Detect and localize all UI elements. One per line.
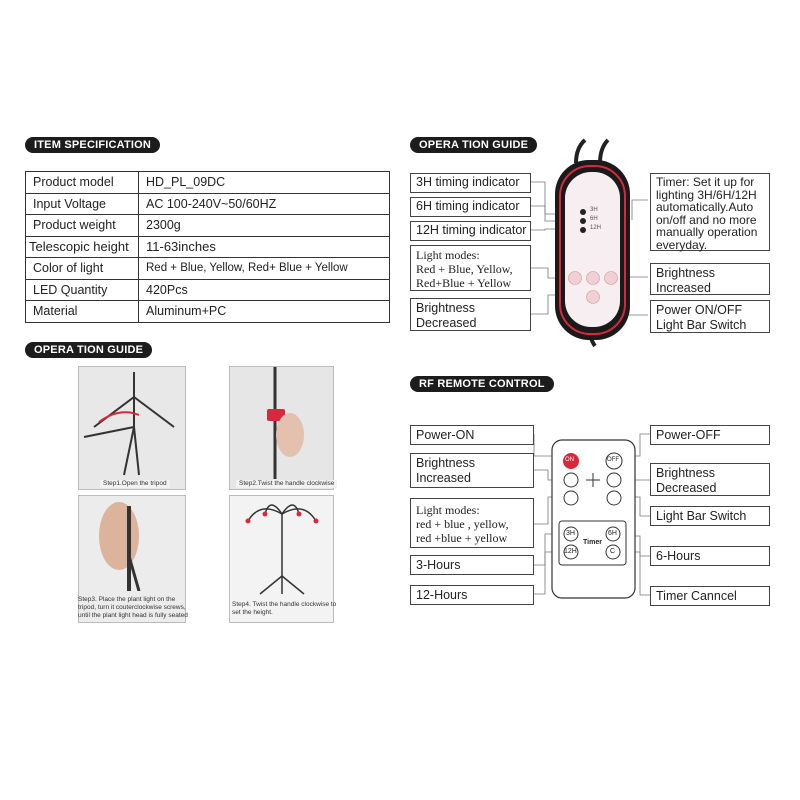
callout-text: lighting 3H/6H/12H: [656, 187, 757, 202]
callout-remote-brightness-increased: [410, 453, 534, 488]
callout-text: Light Bar Switch: [656, 509, 747, 523]
spec-key: Color of light: [26, 258, 139, 280]
grow-light-stand-illustration: [230, 496, 333, 596]
caption-line: until the plant light head is fully seated: [78, 612, 188, 619]
rf-remote-header: RF REMOTE CONTROL: [410, 376, 554, 392]
callout-text: 3-Hours: [416, 558, 461, 572]
callout-text: 12H timing indicator: [416, 223, 527, 237]
callout-light-bar-switch: [650, 506, 770, 526]
operation-guide-header-left: OPERA TION GUIDE: [25, 342, 152, 358]
callout-text: Power-ON: [416, 428, 475, 442]
callout-text: Brightness: [416, 456, 476, 470]
caption-line: Step3. Place the plant light on the: [78, 596, 176, 603]
item-spec-header: ITEM SPECIFICATION: [25, 137, 160, 153]
callout-text: Light modes:: [416, 503, 480, 517]
step2-photo: [229, 366, 334, 490]
indicator-3h-label: 3H: [590, 207, 598, 213]
callout-text: Decreased: [416, 316, 477, 330]
remote-3h-button: 3H: [566, 530, 575, 537]
spec-value: AC 100-240V~50/60HZ: [139, 193, 390, 215]
callout-text: manually operation: [656, 225, 758, 239]
indicator-6h-label: 6H: [590, 216, 598, 222]
spec-key: Telescopic height: [26, 236, 139, 258]
step2-caption: Step2.Twist the handle clockwise: [236, 480, 337, 488]
callout-text: red +blue + yellow: [416, 531, 508, 545]
callout-text: Timer: Set it up for: [656, 175, 755, 189]
spec-value: Aluminum+PC: [139, 301, 390, 323]
callout-text: Brightness: [416, 301, 476, 315]
spec-value: 11-63inches: [139, 236, 390, 258]
spec-key: Product weight: [26, 215, 139, 237]
caption-line: tripod, turn it couterclockwise screws,: [78, 604, 186, 611]
callout-text: 6H timing indicator: [416, 199, 520, 213]
handle-twist-illustration: [230, 367, 333, 479]
callout-3-hours: [410, 555, 534, 575]
step4-caption: [232, 601, 337, 617]
callout-text: Timer Canncel: [656, 589, 737, 603]
spec-key: LED Quantity: [26, 279, 139, 301]
callout-text: Red+Blue + Yellow: [416, 276, 512, 290]
callout-timer-cancel: [650, 586, 770, 606]
spec-value: 2300g: [139, 215, 390, 237]
callout-6-hours: [650, 546, 770, 566]
callout-text: Increased: [416, 471, 471, 485]
callout-text: Decreased: [656, 481, 717, 495]
plant-light-mount-illustration: [79, 496, 185, 591]
callout-remote-light-modes: [410, 498, 534, 548]
callout-text: Power-OFF: [656, 428, 721, 442]
callout-text: 6-Hours: [656, 549, 701, 563]
spec-value: Red + Blue, Yellow, Red+ Blue + Yellow: [139, 258, 390, 280]
callout-text: Light modes:: [416, 248, 480, 262]
remote-cancel-button: C: [610, 548, 616, 555]
callout-12-hours: [410, 585, 534, 605]
indicator-12h-label: 12H: [590, 225, 602, 231]
remote-off-button: OFF: [607, 457, 619, 463]
caption-line: Step4. Twist the handle clockwise to: [232, 601, 337, 608]
step1-caption: Step1.Open the tripod: [100, 480, 170, 488]
remote-on-button: ON: [565, 457, 574, 463]
remote-12h-button: 12H: [564, 548, 577, 555]
spec-value: 420Pcs: [139, 279, 390, 301]
callout-text: red + blue , yellow,: [416, 517, 509, 531]
remote-timer-label: Timer: [583, 539, 602, 546]
spec-key: Material: [26, 301, 139, 323]
callout-text: everyday.: [656, 237, 708, 252]
callout-text: Increased: [656, 281, 711, 295]
callout-power-on: [410, 425, 534, 445]
step1-photo: [78, 366, 186, 490]
callout-power-off: [650, 425, 770, 445]
callout-text: 3H timing indicator: [416, 175, 520, 189]
callout-text: automatically.Auto: [656, 200, 754, 214]
callout-text: Brightness: [656, 266, 716, 280]
operation-guide-header-right: OPERA TION GUIDE: [410, 137, 537, 153]
callout-remote-brightness-decreased: [650, 463, 770, 496]
tripod-open-illustration: [79, 367, 185, 479]
remote-6h-button: 6H: [608, 530, 617, 537]
step3-caption: [78, 596, 188, 620]
callout-text: 12-Hours: [416, 588, 468, 602]
callout-text: on/off and no more: [656, 212, 757, 227]
caption-line: set the height.: [232, 609, 273, 616]
callout-text: Power ON/OFF: [656, 303, 743, 317]
callout-text: Light Bar Switch: [656, 318, 747, 332]
spec-value: HD_PL_09DC: [139, 172, 390, 194]
spec-key: Input Voltage: [26, 193, 139, 215]
callout-text: Brightness: [656, 466, 716, 480]
callout-text: Red + Blue, Yellow,: [416, 262, 513, 276]
spec-key: Product model: [26, 172, 139, 194]
